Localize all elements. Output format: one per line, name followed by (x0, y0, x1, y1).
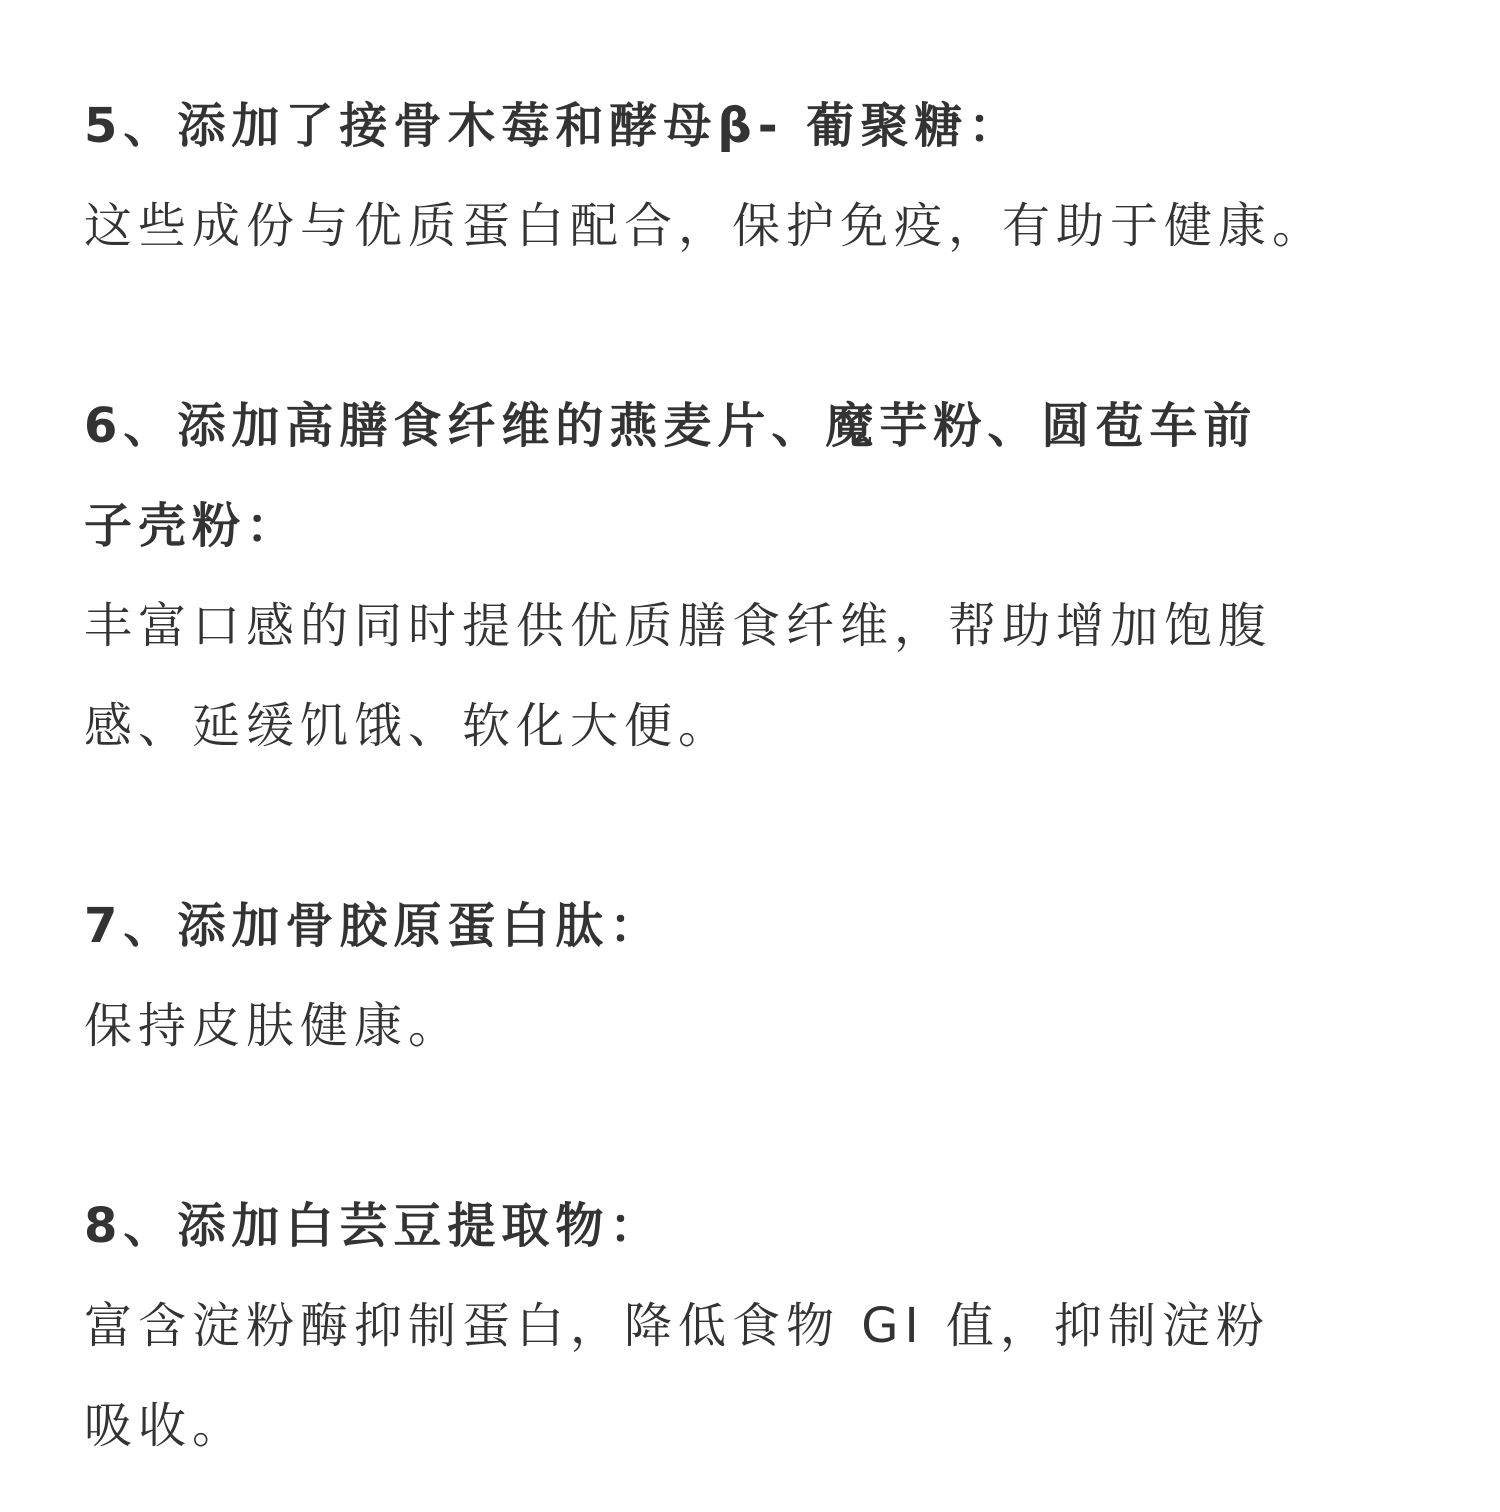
section-6-heading-line-2: 子壳粉： (84, 498, 301, 554)
section-5-body: 这些成份与优质蛋白配合，保护免疫，有助于健康。 (84, 198, 1327, 254)
section-7-body: 保持皮肤健康。 (84, 998, 463, 1054)
section-8-heading: 8、添加白芸豆提取物： (84, 1198, 664, 1254)
article-page (84, 0, 1484, 1512)
section-5-heading: 5、添加了接骨木莓和酵母β- 葡聚糖： (84, 98, 1023, 154)
section-6-body-line-2: 感、延缓饥饿、软化大便。 (84, 698, 733, 754)
section-7-heading: 7、添加骨胶原蛋白肽： (84, 898, 664, 954)
section-8-body-line-1: 富含淀粉酶抑制蛋白，降低食物 GI 值，抑制淀粉 (84, 1298, 1270, 1354)
section-6-body-line-1: 丰富口感的同时提供优质膳食纤维，帮助增加饱腹 (84, 598, 1273, 654)
section-8-body-line-2: 吸收。 (84, 1398, 247, 1454)
section-6-heading-line-1: 6、添加高膳食纤维的燕麦片、魔芋粉、圆苞车前 (84, 398, 1258, 454)
